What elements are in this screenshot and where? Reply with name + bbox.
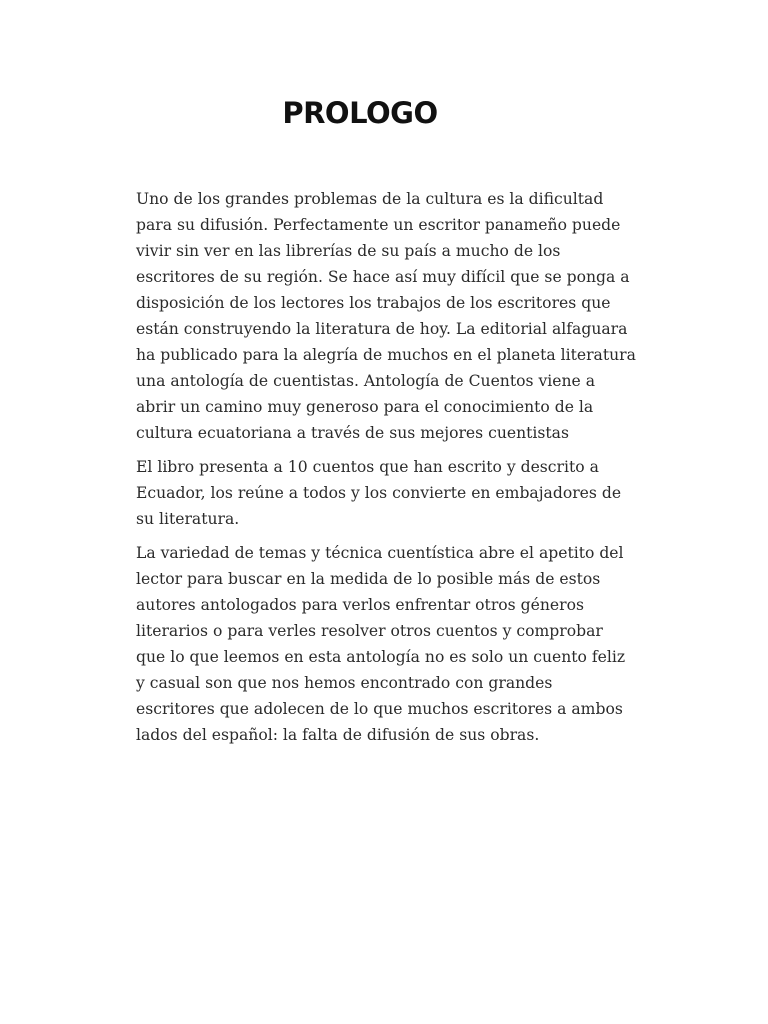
paragraph-3: La variedad de temas y técnica cuentística abre el apetito del lector para buscar en la medida de lo posible más de estos autores antologados para verlos enfrentar otros géneros literarios o para verles resolver otros cuentos y comprobar que lo que leemos en esta antología no es solo un cuento feliz y casual son que nos hemos encontrado con grandes escritores que adolecen de lo que muchos escritores a ambos lados del español: la falta de difusión de sus obras. [136, 544, 626, 744]
page-title: PROLOGO [282, 96, 438, 130]
paragraph-2: El libro presenta a 10 cuentos que han escrito y descrito a Ecuador, los reúne a todos y los convierte en embajadores de su literatura. [136, 458, 622, 528]
body-text [136, 186, 636, 756]
paragraph-1: Uno de los grandes problemas de la cultura es la dificultad para su difusión. Perfectamente un escritor panameño puede vivir sin ver en las librerías de su país a mucho de los escritores de su región. Se hace así muy difícil que se ponga a disposición de los lectores los trabajos de los escritores que están construyendo la literatura de hoy. La editorial alfaguara ha publicado para la alegría de muchos en el planeta literatura una antología de cuentistas. Antología de Cuentos viene a abrir un camino muy generoso para el conocimiento de la cultura ecuatoriana a través de sus mejores cuentistas [136, 190, 636, 442]
